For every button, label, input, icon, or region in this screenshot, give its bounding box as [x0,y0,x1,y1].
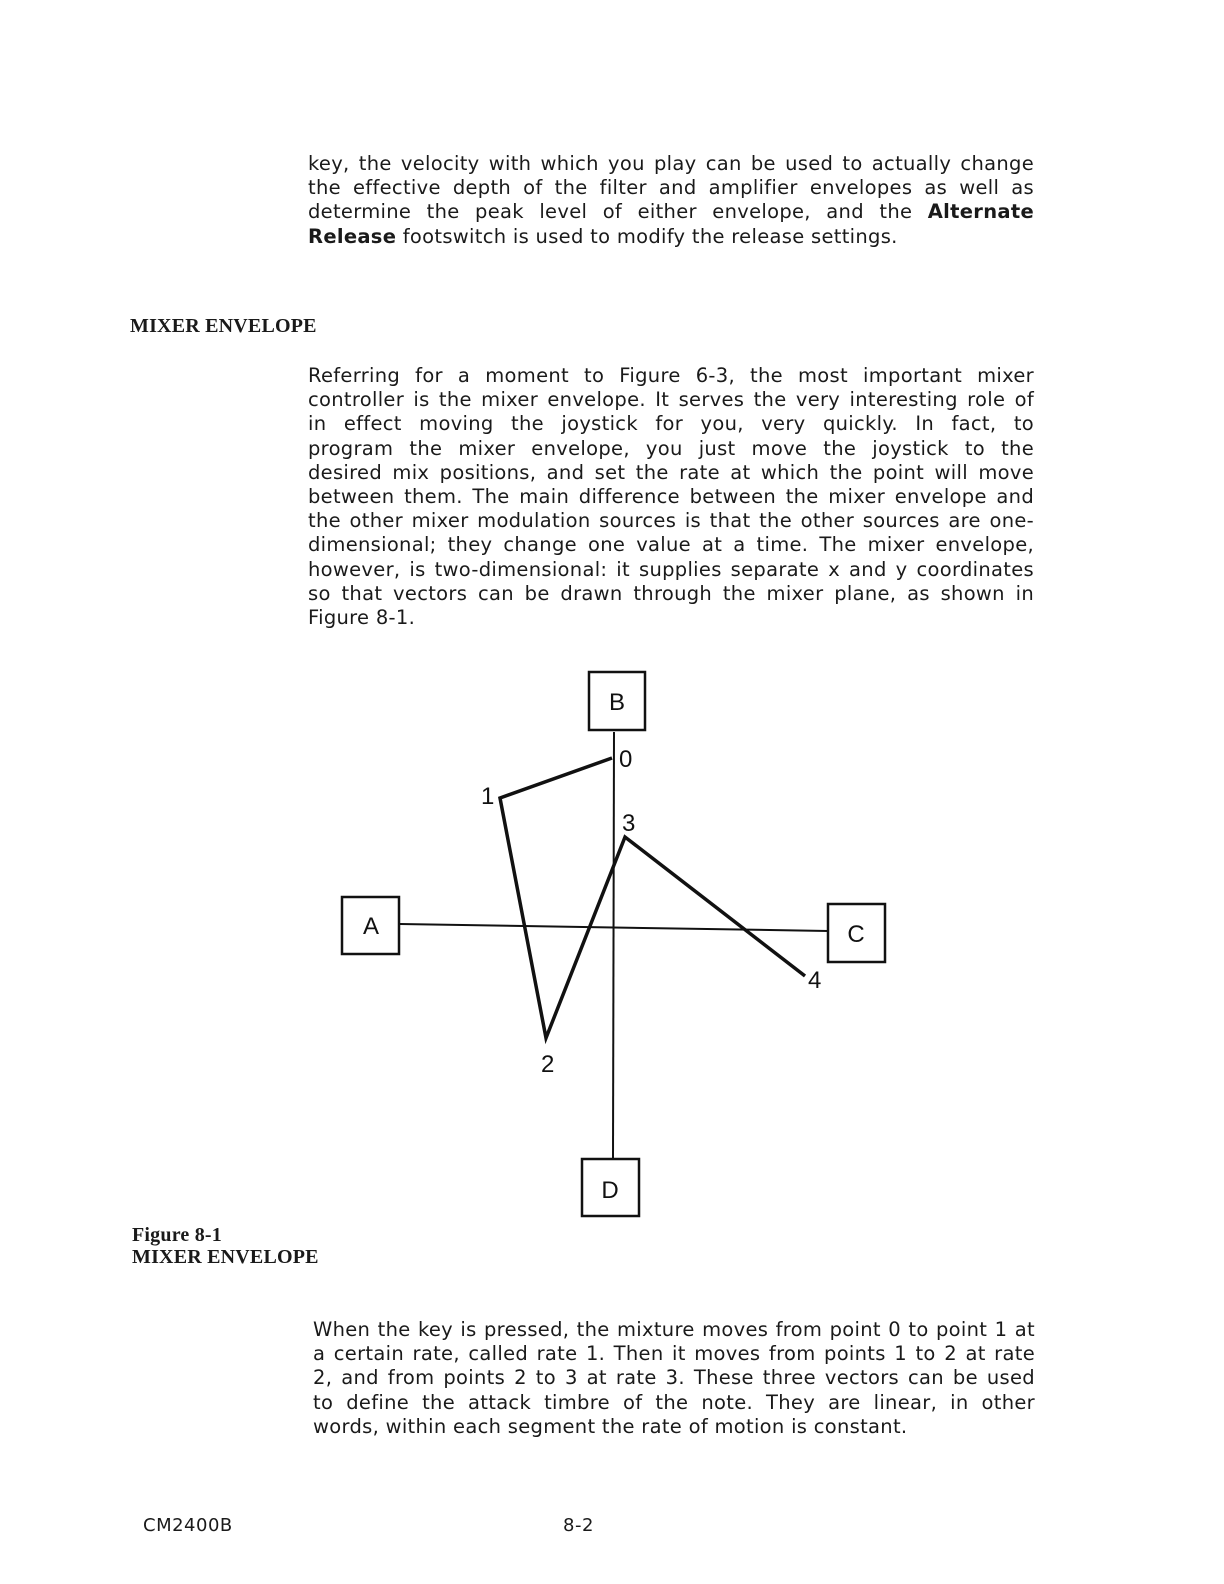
alternate-keyword: Alternate [927,200,1035,224]
mixer-envelope-diagram [330,660,900,1230]
body1-line-6: between them. The main difference between the mixer envelope and [308,485,1034,509]
body1-line-2: controller is the mixer envelope. It serves the very interesting role of [308,388,1034,412]
box-d-label: D [601,1177,619,1204]
vertical-axis [613,732,614,1158]
point-4-label: 4 [808,967,822,994]
intro-line-2: the effective depth of the filter and amplifier envelopes as well as [308,176,1034,200]
body-paragraph-2 [313,1318,1035,1439]
box-c [828,904,885,962]
section-heading: MIXER ENVELOPE [130,315,317,337]
box-d [582,1159,639,1216]
point-1-label: 1 [481,783,495,810]
body1-line-5: desired mix positions, and set the rate at which the point will move [308,460,1034,484]
body1-line-11: Figure 8-1. [308,606,416,630]
body1-line-3: in effect moving the joystick for you, very quickly. In fact, to [308,412,1034,436]
body1-line-8: dimensional; they change one value at a time. The mixer envelope, [308,533,1034,557]
body2-line-2: a certain rate, called rate 1. Then it moves from points 1 to 2 at rate [313,1342,1035,1366]
envelope-path [500,758,805,1038]
intro-line-4-text: footswitch is used to modify the release settings. [402,224,898,248]
release-keyword: Release [308,224,397,248]
intro-line-3-text: determine the peak level of either envelope, and the [308,200,913,224]
figure-number: Figure 8-1 [132,1224,222,1246]
body1-line-10: so that vectors can be drawn through the mixer plane, as shown in [308,581,1034,605]
body-paragraph-1 [308,364,1034,630]
box-a-label: A [362,913,380,940]
body1-line-7: the other mixer modulation sources is that the other sources are one- [308,509,1034,533]
intro-line-4 [308,225,1034,249]
footer-page-number: 8-2 [563,1515,594,1536]
box-b [589,672,645,730]
box-a [342,897,399,954]
intro-paragraph [308,152,1034,249]
point-2-label: 2 [541,1051,555,1078]
box-b-label: B [608,689,626,716]
intro-line-3 [308,200,1034,224]
body2-line-4: to define the attack timbre of the note. They are linear, in other [313,1390,1035,1414]
box-c-label: C [847,921,865,948]
body2-line-1: When the key is pressed, the mixture moves from point 0 to point 1 at [313,1318,1035,1341]
body1-line-1: Referring for a moment to Figure 6-3, the most important mixer [308,364,1034,387]
figure-title: MIXER ENVELOPE [132,1246,319,1268]
footer-document-id: CM2400B [143,1515,233,1536]
point-0-label: 0 [619,746,633,773]
body2-line-3: 2, and from points 2 to 3 at rate 3. These three vectors can be used [313,1366,1035,1390]
point-3-label: 3 [622,810,636,837]
body1-line-4: program the mixer envelope, you just move the joystick to the [308,436,1034,460]
intro-line-1: key, the velocity with which you play can be used to actually change [308,152,1034,175]
body2-line-5: words, within each segment the rate of motion is constant. [313,1414,908,1438]
body1-line-9: however, is two-dimensional: it supplies separate x and y coordinates [308,557,1034,581]
